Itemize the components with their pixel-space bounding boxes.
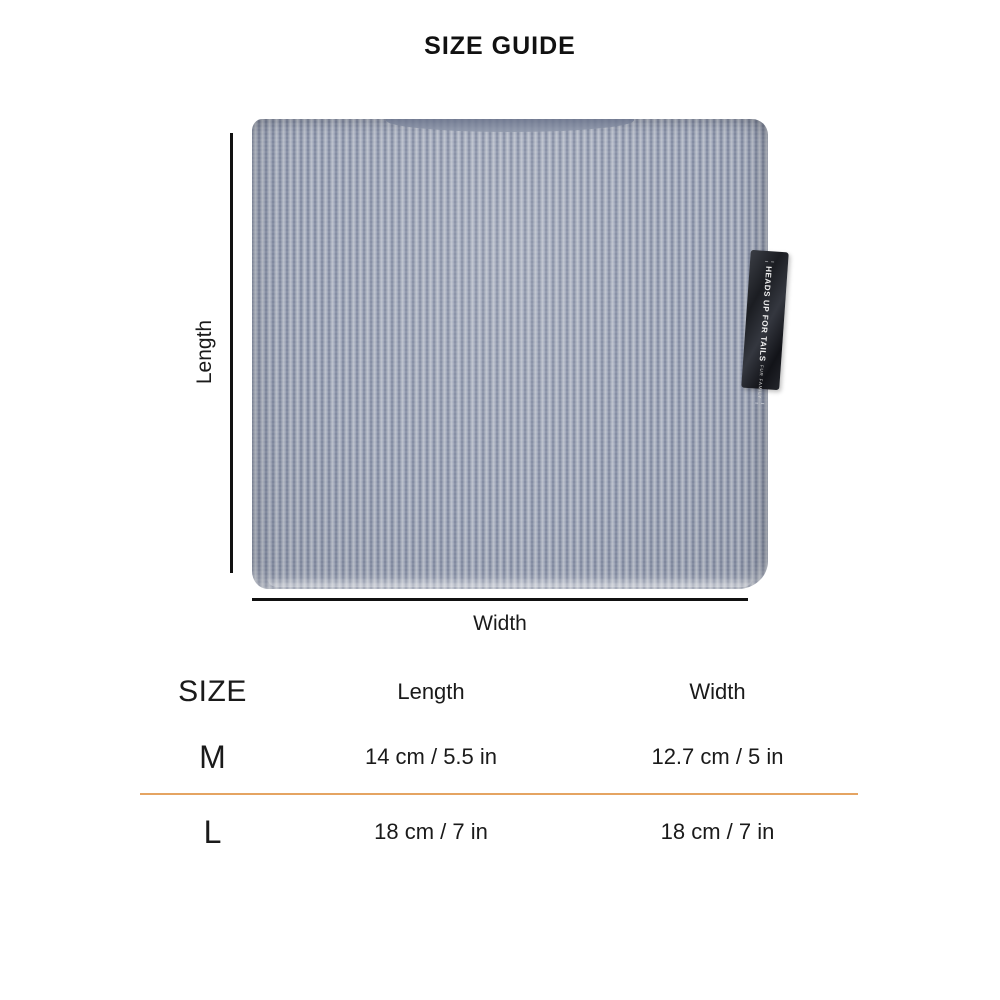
row-m-size: M (199, 738, 226, 775)
row-m-length: 14 cm / 5.5 in (364, 744, 498, 769)
length-label: Length (193, 319, 216, 385)
table-header-width: Width (689, 679, 746, 704)
brand-tag (741, 250, 789, 399)
brand-tagline: FUR FAMILY (756, 364, 765, 399)
width-measure-line (252, 598, 748, 601)
table-header-size: SIZE (178, 675, 247, 708)
tag-text-block (755, 261, 774, 404)
table-header-length: Length (397, 679, 465, 704)
table-row-divider (140, 793, 858, 795)
row-m-width: 12.7 cm / 5 in (651, 744, 784, 769)
row-l-width: 18 cm / 7 in (660, 819, 775, 844)
page-title: SIZE GUIDE (424, 32, 576, 60)
length-measure-line (230, 133, 233, 573)
brand-name: HEADS UP FOR TAILS (757, 265, 774, 363)
row-l-length: 18 cm / 7 in (374, 819, 488, 844)
product-image (252, 119, 774, 589)
width-label: Width (473, 612, 527, 635)
row-l-size: L (203, 813, 222, 850)
size-table (140, 663, 858, 869)
dog-icon (762, 257, 777, 258)
